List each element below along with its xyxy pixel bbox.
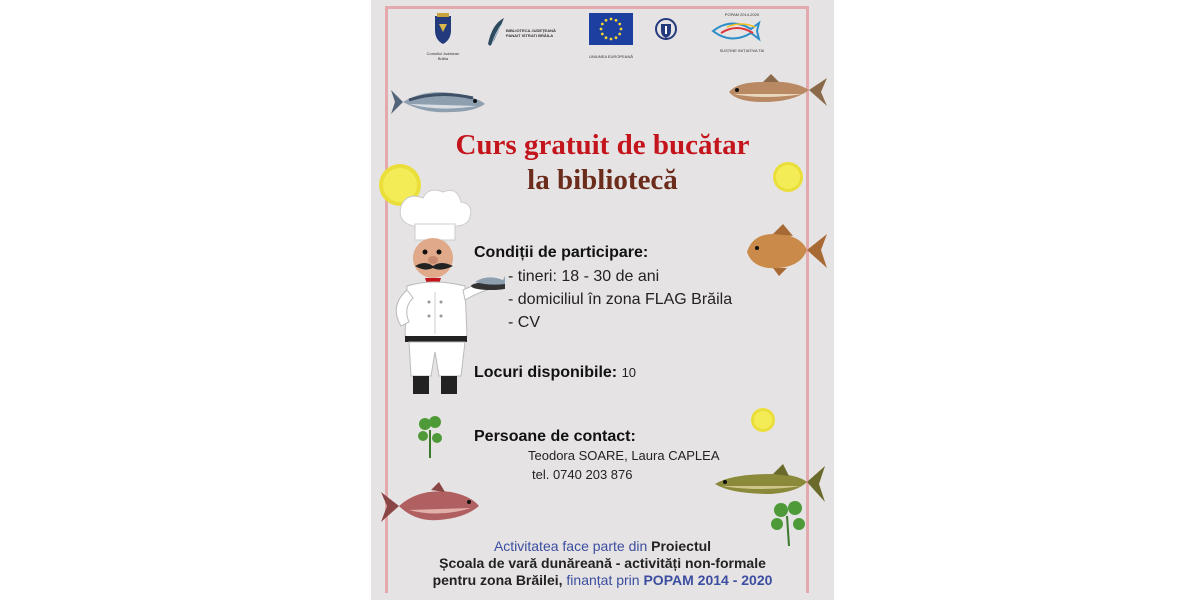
lemon-slice-icon [749, 406, 777, 434]
poster [371, 0, 834, 600]
logo-popam [707, 12, 777, 53]
popam-bottom-label: SUSȚINE INIȚIATIVA TA! [719, 48, 765, 53]
footer-line-2: Școala de vară dunăreană - activități non-formale [439, 555, 766, 571]
logo-eu [583, 13, 639, 59]
footer-popam: POPAM 2014 - 2020 [643, 572, 773, 588]
trout-fish-icon [723, 72, 831, 110]
eu-flag-icon [583, 13, 639, 49]
condition-item-residence: - domiciliul în zona FLAG Brăila [508, 291, 733, 308]
conditions-heading: Condiții de participare: [474, 244, 649, 261]
title-word-curs: Curs [455, 129, 517, 161]
title-line-1 [371, 128, 834, 163]
title-line-1-rest: gratuit de bucătar [523, 129, 750, 161]
contact-names: Teodora SOARE, Laura CAPLEA [528, 448, 720, 463]
logo-eu-label: UNIUNEA EUROPEANĂ [588, 54, 633, 59]
logo-government [655, 16, 677, 51]
footer-activity-text: Activitatea face parte din [493, 538, 648, 554]
seats-value: 10 [621, 365, 637, 380]
parsley-icon [415, 414, 445, 458]
footer-proiectul: Proiectul [651, 538, 712, 554]
condition-item-age: - tineri: 18 - 30 de ani [508, 268, 660, 285]
seats-label: Locuri disponibile: [474, 364, 618, 381]
logo-biblioteca-label: BIBLIOTECA JUDEȚEANĂ PANAIT ISTRATI BRĂILA [506, 28, 556, 38]
footer-financed-text: finanțat prin [566, 572, 640, 588]
title-line-2: la bibliotecă [527, 164, 678, 196]
logo-consiliul-label: Consiliul Județean Brăila [426, 51, 460, 61]
footer [371, 538, 834, 589]
logo-biblioteca [484, 14, 562, 53]
footer-line-1 [371, 538, 834, 555]
logo-consiliul-judetean [423, 12, 463, 61]
contact-phone: tel. 0740 203 876 [532, 467, 633, 482]
condition-item-cv: - CV [508, 314, 540, 331]
carp-fish-icon [743, 222, 829, 278]
government-crest-icon [655, 16, 677, 46]
seats-available [474, 364, 636, 382]
footer-zone-text: pentru zona Brăilei, [432, 572, 563, 588]
coat-of-arms-icon [423, 12, 463, 46]
popam-top-label: POPAM 2014-2020 [724, 12, 760, 17]
salmon-fish-icon [379, 482, 487, 528]
footer-line-3 [371, 572, 834, 589]
mackerel-fish-icon [389, 84, 489, 120]
popam-fish-icon [707, 17, 777, 43]
contact-heading: Persoane de contact: [474, 428, 636, 445]
